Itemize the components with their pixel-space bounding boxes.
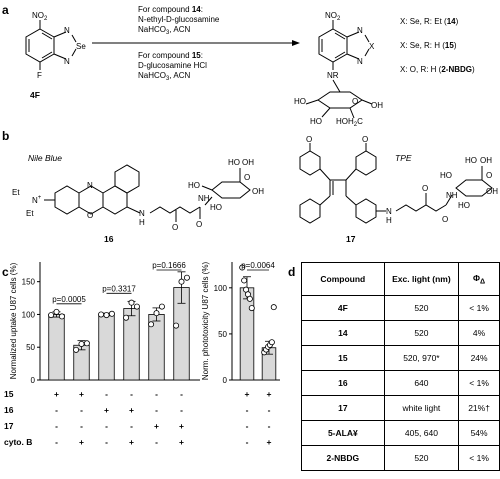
data-point xyxy=(54,309,59,314)
cell-compound: 14 xyxy=(302,321,385,346)
c16-amide-h: H xyxy=(139,218,145,227)
condition-sign: + xyxy=(54,389,59,399)
bar xyxy=(99,314,115,380)
data-point xyxy=(134,304,139,309)
c17-ho2: HO xyxy=(458,201,470,210)
c16-et2: Et xyxy=(26,209,34,218)
data-point xyxy=(179,279,184,284)
data-point xyxy=(98,312,103,317)
c17-ring-o: O xyxy=(486,171,493,180)
cond-line-2: N-ethyl-D-glucosamine xyxy=(138,15,220,24)
condition-sign: - xyxy=(245,421,249,431)
c17-nh: NH xyxy=(446,191,458,200)
condition-row-label: 15 xyxy=(4,389,14,399)
y-tick-label: 50 xyxy=(26,343,35,353)
product-ring-o: O xyxy=(352,97,359,106)
phototoxicity-bar-chart xyxy=(201,261,280,385)
c16-oh: OH xyxy=(252,187,264,196)
c16-ho1: HO xyxy=(188,181,200,190)
y-tick-label: 0 xyxy=(30,376,35,385)
compound-16-structure xyxy=(44,165,250,222)
condition-sign: - xyxy=(105,389,108,399)
reactant-n2: N xyxy=(64,57,70,66)
compound-16-label: 16 xyxy=(104,234,114,244)
product-nr: NR xyxy=(327,71,339,80)
data-point xyxy=(104,313,109,318)
condition-sign: - xyxy=(55,405,58,415)
quantum-yield-table xyxy=(301,262,500,471)
product-variants xyxy=(400,17,475,74)
cond-line-6: NaHCO$_3$, ACN xyxy=(138,71,191,82)
condition-sign: + xyxy=(129,437,134,447)
reactant-no2-label: $NO_2$ xyxy=(32,11,48,22)
c16-nh: NH xyxy=(198,194,210,203)
pvalue-label: p=0.1666 xyxy=(152,261,186,270)
table-row xyxy=(302,396,500,421)
condition-sign: + xyxy=(129,405,134,415)
header-compound: Compound xyxy=(302,263,385,296)
c17-amide-h: H xyxy=(386,216,392,225)
pvalue-label: p=0.0005 xyxy=(52,294,86,304)
table-row xyxy=(302,346,500,371)
product-ho-2: HO xyxy=(310,117,322,126)
bar xyxy=(240,288,254,380)
condition-sign: - xyxy=(267,421,271,431)
data-point xyxy=(48,313,53,318)
condition-sign: + xyxy=(79,389,84,399)
c17-ch2oh-oh: OH xyxy=(480,156,492,165)
condition-sign: - xyxy=(80,405,83,415)
c17-o1: O xyxy=(306,135,313,144)
y-tick-label: 150 xyxy=(21,277,35,287)
compound-17-label: 17 xyxy=(346,234,356,244)
data-point xyxy=(184,275,189,280)
condition-sign: - xyxy=(105,421,108,431)
data-point xyxy=(123,315,128,320)
condition-sign: - xyxy=(155,437,158,447)
cell-light: white light xyxy=(384,396,459,421)
data-point xyxy=(79,341,84,346)
condition-sign: + xyxy=(266,437,272,447)
cell-compound: 16 xyxy=(302,371,385,396)
data-point xyxy=(109,311,114,316)
c16-ring-o: O xyxy=(87,211,94,220)
c17-o3: O xyxy=(422,184,429,193)
condition-sign: - xyxy=(245,405,249,415)
c17-oh: OH xyxy=(486,187,498,196)
uptake-bar-chart xyxy=(9,261,200,385)
condition-sign: + xyxy=(79,437,84,447)
product-h2c: $HOH_2C$ xyxy=(336,117,363,128)
tpe-name: TPE xyxy=(395,153,412,163)
cell-compound: 15 xyxy=(302,346,385,371)
table-header-row xyxy=(302,263,500,296)
reactant-label-4f: 4F xyxy=(30,90,40,100)
c17-ch2oh-ho: HO xyxy=(465,156,477,165)
nile-blue-name: Nile Blue xyxy=(28,153,63,163)
cell-light: 520, 970* xyxy=(384,346,459,371)
y-tick-label: 100 xyxy=(213,283,227,293)
condition-sign: - xyxy=(245,437,249,447)
condition-sign: - xyxy=(155,405,158,415)
data-point xyxy=(154,311,159,316)
condition-sign: + xyxy=(104,405,109,415)
cell-light: 405, 640 xyxy=(384,421,459,446)
data-point xyxy=(159,304,164,309)
variant-15: X: Se, R: H (15) xyxy=(400,41,457,50)
c17-o4: O xyxy=(442,215,449,224)
data-point xyxy=(84,341,89,346)
pvalue-label: p=0.3317 xyxy=(102,284,136,294)
condition-sign: - xyxy=(80,421,83,431)
condition-sign: + xyxy=(244,389,250,399)
cell-phi: 4% xyxy=(459,321,500,346)
data-point xyxy=(148,322,153,327)
pvalue-label: p=0.0064 xyxy=(241,261,275,270)
data-point xyxy=(242,278,247,283)
condition-sign: + xyxy=(179,421,184,431)
y-axis-label: Normalized uptake U87 cells (%) xyxy=(9,262,18,380)
data-point xyxy=(129,300,134,305)
condition-sign: - xyxy=(55,421,58,431)
variant-2nbdg: X: O, R: H (2-NBDG) xyxy=(400,65,475,74)
data-point xyxy=(249,305,254,310)
y-tick-label: 50 xyxy=(218,329,227,339)
table-row xyxy=(302,371,500,396)
condition-sign: - xyxy=(155,389,158,399)
reaction-arrow xyxy=(92,40,300,46)
c16-amide-n: N xyxy=(139,209,145,218)
bar xyxy=(49,314,65,380)
cond-line-3: NaHCO$_3$, ACN xyxy=(138,25,191,36)
reactant-f: F xyxy=(37,71,42,80)
c16-et1: Et xyxy=(12,188,20,197)
panel-b-letter: b xyxy=(2,129,10,143)
header-exc-light: Exc. light (nm) xyxy=(384,263,459,296)
c16-n: N+ xyxy=(32,195,42,205)
cell-compound: 4F xyxy=(302,296,385,321)
condition-sign: + xyxy=(154,421,159,431)
cond-line-5: D-glucosamine HCl xyxy=(138,61,207,70)
table-row xyxy=(302,421,500,446)
data-point xyxy=(247,296,252,301)
c16-o1: O xyxy=(172,223,179,232)
c16-ring-o2: O xyxy=(244,173,251,182)
cell-light: 520 xyxy=(384,296,459,321)
cell-light: 520 xyxy=(384,446,459,471)
c16-o2: O xyxy=(196,220,203,229)
condition-sign: - xyxy=(180,389,183,399)
table-row xyxy=(302,321,500,346)
data-point xyxy=(271,305,276,310)
cell-phi: < 1% xyxy=(459,371,500,396)
cell-compound: 2-NBDG xyxy=(302,446,385,471)
cell-phi: 24% xyxy=(459,346,500,371)
c16-ho2: HO xyxy=(210,203,222,212)
condition-sign: - xyxy=(55,437,58,447)
y-tick-label: 0 xyxy=(222,376,227,385)
y-tick-label: 100 xyxy=(21,310,35,320)
condition-sign: - xyxy=(180,405,183,415)
reactant-se: Se xyxy=(76,42,86,51)
panel-c-letter: c xyxy=(2,265,9,279)
c17-amide-n: N xyxy=(386,207,392,216)
condition-sign: - xyxy=(130,421,133,431)
c17-o2: O xyxy=(362,135,369,144)
c16-ring-n: N xyxy=(87,181,93,190)
condition-sign: - xyxy=(105,437,108,447)
cond-line-4: For compound 15: xyxy=(138,51,203,60)
condition-row-label: 16 xyxy=(4,405,14,415)
product-x: X xyxy=(369,42,375,51)
cell-phi: < 1% xyxy=(459,296,500,321)
table-row xyxy=(302,446,500,471)
cell-phi: 54% xyxy=(459,421,500,446)
cell-light: 520 xyxy=(384,321,459,346)
table-row xyxy=(302,296,500,321)
product-n2: N xyxy=(357,57,363,66)
data-point xyxy=(269,340,274,345)
data-point xyxy=(59,314,64,319)
conditions-sign-grid xyxy=(4,389,272,447)
reactant-n1: N xyxy=(64,26,70,35)
y-axis-label: Norm. phototoxicity U87 cells (%) xyxy=(201,261,210,381)
cond-line-1: For compound 14: xyxy=(138,5,203,14)
data-point xyxy=(73,347,78,352)
cell-compound: 5-ALA¥ xyxy=(302,421,385,446)
c16-ch2oh-ho: HO xyxy=(228,158,240,167)
cell-phi: < 1% xyxy=(459,446,500,471)
condition-sign: - xyxy=(267,405,271,415)
panel-d-letter: d xyxy=(288,265,296,279)
c17-ho1: HO xyxy=(440,171,452,180)
product-oh: OH xyxy=(371,101,383,110)
cell-phi: 21%† xyxy=(459,396,500,421)
product-no2-label: $NO_2$ xyxy=(325,11,341,22)
header-phi: $\Phi_\Delta$ xyxy=(459,263,500,296)
product-ho-1: HO xyxy=(294,97,306,106)
condition-sign: - xyxy=(130,389,133,399)
product-n1: N xyxy=(357,26,363,35)
panel-a-letter: a xyxy=(2,3,9,17)
condition-sign: + xyxy=(266,389,272,399)
condition-row-label: cyto. B xyxy=(4,437,33,447)
c16-ch2oh-oh: OH xyxy=(242,158,254,167)
condition-sign: + xyxy=(179,437,184,447)
condition-row-label: 17 xyxy=(4,421,14,431)
variant-14: X: Se, R: Et (14) xyxy=(400,17,459,26)
data-point xyxy=(173,323,178,328)
cell-light: 640 xyxy=(384,371,459,396)
cell-compound: 17 xyxy=(302,396,385,421)
